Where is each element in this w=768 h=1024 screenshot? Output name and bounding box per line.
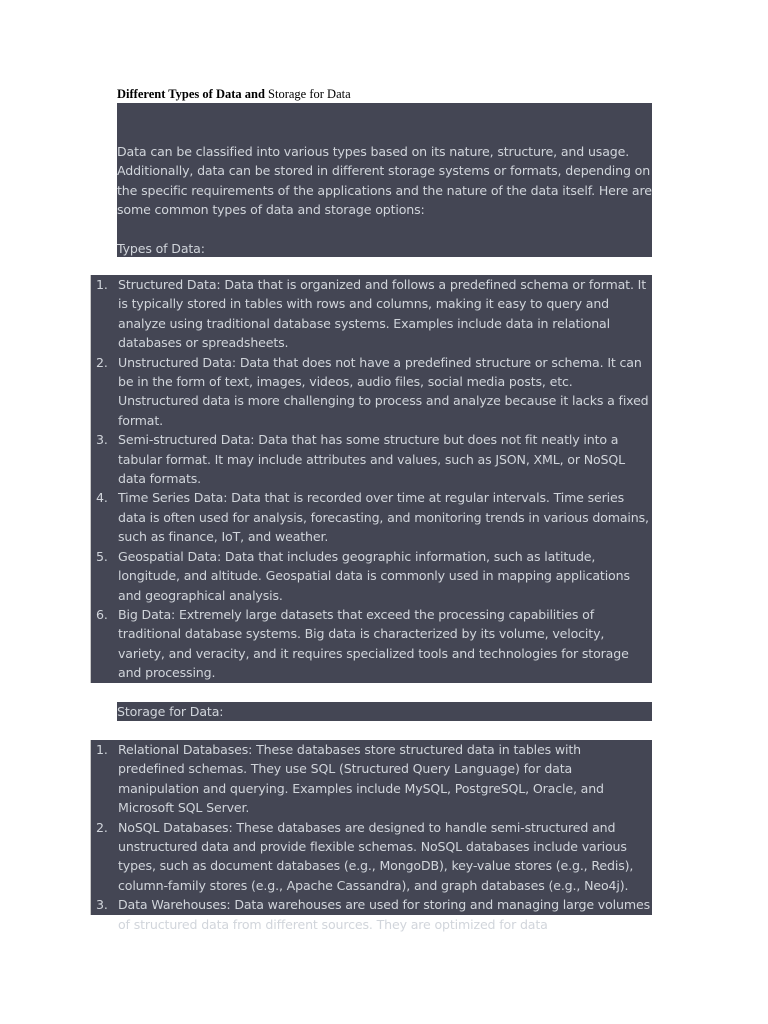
types-list-block: [90, 275, 652, 683]
list-item: [96, 895, 650, 934]
list-item-text: Structured Data: Data that is organized and follows a predefined schema or format. It is typically stored in tables with rows and columns, making it easy to query and analyze using traditional database systems. Examples include data in relational databases or spreadsheets.: [118, 277, 647, 351]
list-item-text: Time Series Data: Data that is recorded over time at regular intervals. Time series data is often used for analysis, forecasting, and monitoring trends in various domains, such as finance, IoT, and weather.: [118, 490, 649, 545]
list-item: [96, 488, 650, 546]
title-bold-part: Different Types of Data and: [117, 87, 265, 101]
list-number: 5.: [96, 548, 108, 564]
list-item: [96, 275, 650, 353]
list-number: 1.: [96, 742, 108, 757]
storage-heading: Storage for Data:: [117, 702, 652, 721]
list-number: 3.: [96, 432, 108, 448]
list-item-text: NoSQL Databases: These databases are designed to handle semi-structured and unstructured data and provide flexible schemas. NoSQL databases include various types, such as document databases (e.g., MongoDB), key-value stores (e.g., Redis), column-family stores (e.g., Apache Cassandra), and graph databases (e.g., Neo4j).: [118, 819, 634, 893]
list-item: [96, 740, 650, 818]
list-number: 2.: [96, 354, 108, 370]
types-list: [96, 275, 650, 683]
list-item-text: Data Warehouses: Data warehouses are used for storing and managing large volumes of structured data from different sources. They are optimized for data: [118, 897, 650, 932]
list-item-text: Big Data: Extremely large datasets that exceed the processing capabilities of traditional database systems. Big data is characterized by its volume, velocity, variety, and veracity, and it requires specialized tools and technologies for storage and processing.: [118, 606, 629, 681]
document-title: [117, 87, 351, 102]
list-item: [96, 818, 650, 896]
list-item: [96, 605, 650, 683]
list-number: 3.: [96, 897, 108, 913]
list-number: 2.: [96, 819, 108, 835]
list-item: [96, 547, 650, 605]
list-number: 6.: [96, 606, 108, 622]
list-number: 4.: [96, 490, 108, 506]
types-heading: Types of Data:: [117, 240, 205, 256]
intro-block: [117, 103, 652, 257]
storage-list-block: [90, 740, 652, 932]
list-number: 1.: [96, 277, 108, 292]
storage-list: [96, 740, 650, 934]
title-regular-part: Storage for Data: [268, 87, 351, 101]
intro-paragraph: Data can be classified into various types based on its nature, structure, and usage. Additionally, data can be stored in different storage systems or formats, depending on the specific requirements of the applications and the nature of the data itself. Here are some common types of data and storage options:: [117, 144, 652, 218]
list-item: [96, 430, 650, 488]
list-item: [96, 353, 650, 431]
list-item-text: Geospatial Data: Data that includes geographic information, such as latitude, longitude, and altitude. Geospatial data is commonly used in mapping applications and geographical analysis.: [118, 548, 630, 603]
list-item-text: Relational Databases: These databases store structured data in tables with predefined schemas. They use SQL (Structured Query Language) for data manipulation and querying. Examples include MySQL, PostgreSQL, Oracle, and Microsoft SQL Server.: [118, 742, 604, 816]
list-item-text: Semi-structured Data: Data that has some structure but does not fit neatly into a tabular format. It may include attributes and values, such as JSON, XML, or NoSQL data formats.: [118, 432, 626, 487]
list-item-text: Unstructured Data: Data that does not have a predefined structure or schema. It can be in the form of text, images, videos, audio files, social media posts, etc. Unstructured data is more challenging to process and analyze because it lacks a fixed format.: [118, 354, 649, 428]
